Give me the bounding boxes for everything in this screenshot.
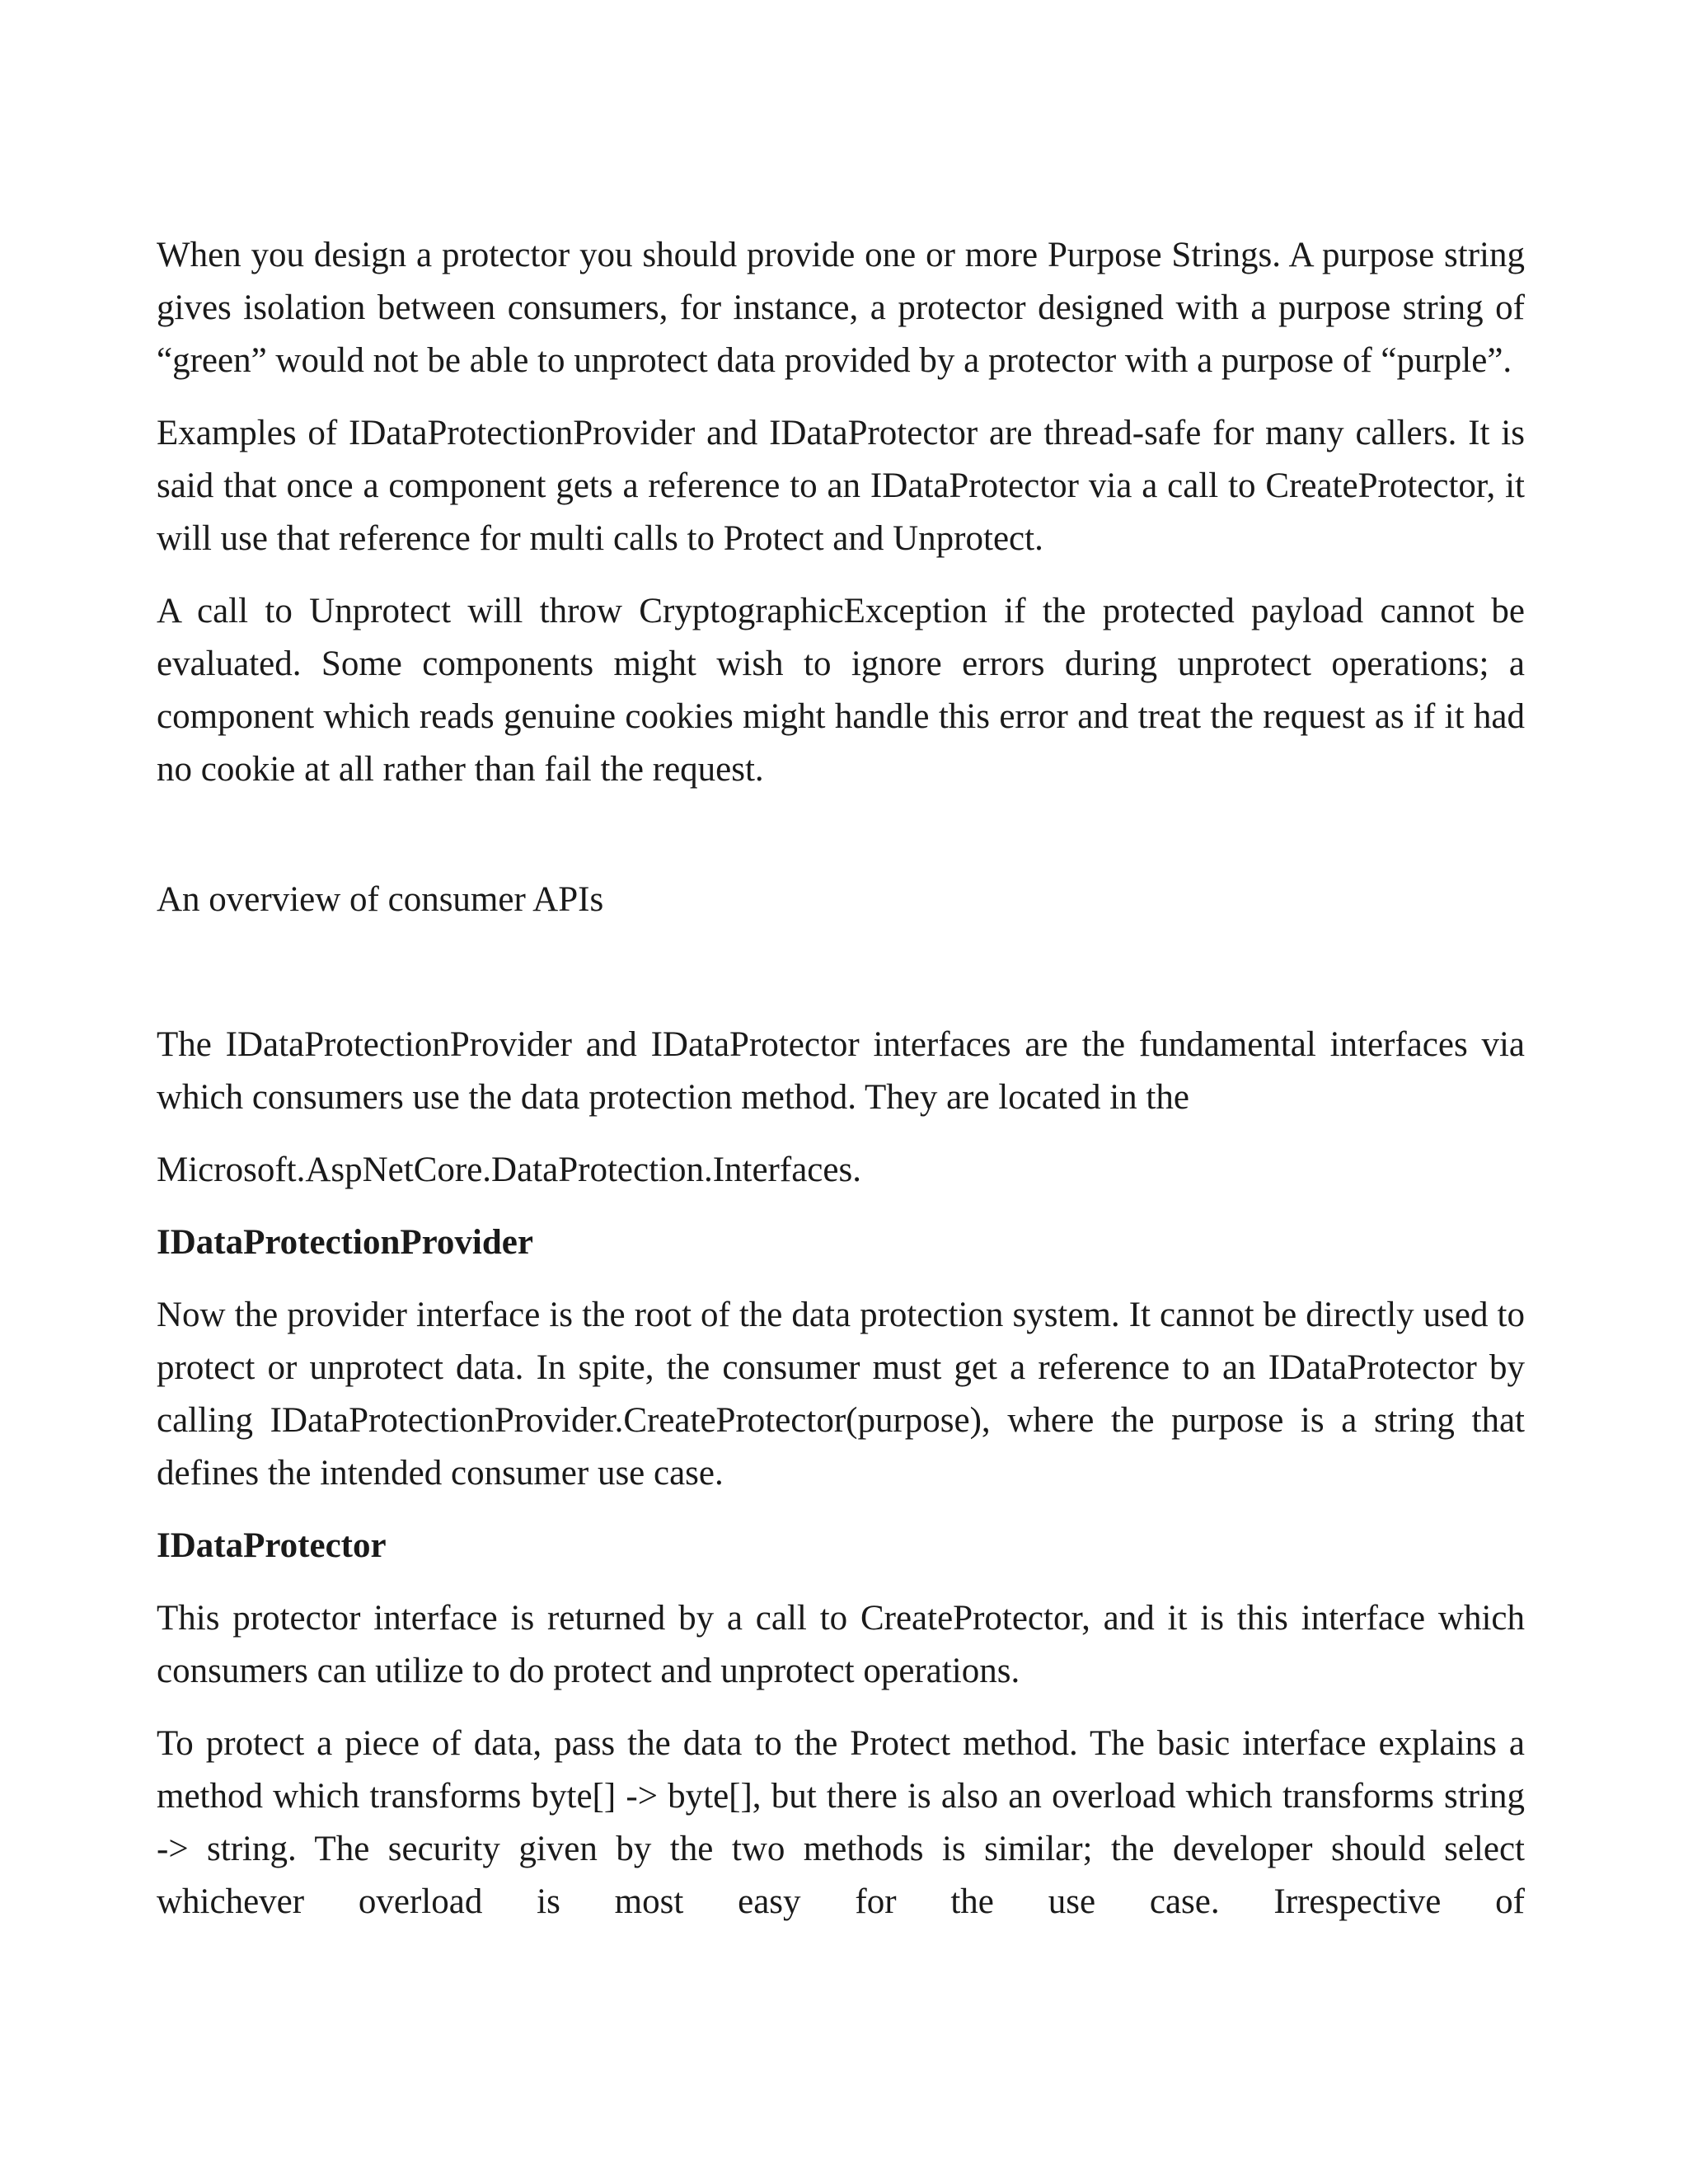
paragraph-provider: Now the provider interface is the root of the data protection system. It cannot be directly used to protect or unprotect data. In spite, the consumer must get a reference to an IDataProtector by calling IDataProtectionProvider.CreateProtector(purpose), where the purpose is a string that defines the intended consumer use case. xyxy=(157,1296,1525,1493)
paragraph-protect-method: To protect a piece of data, pass the data to the Protect method. The basic interface explains a method which transforms byte[] -> byte[], but there is also an overload which transforms string -> string. The security given by the two methods is similar; the developer should select whichever overload is most easy for the use case. Irrespective of xyxy=(157,1724,1525,1921)
section-title: An overview of consumer APIs xyxy=(157,880,604,919)
paragraph-unprotect-exception: A call to Unprotect will throw CryptographicException if the protected payload cannot be evaluated. Some components might wish to ignore errors during unprotect operations; a component which reads genuine cookies might handle this error and treat the request as if it had no cookie at all rather than fail the request. xyxy=(157,592,1525,789)
paragraph-namespace: Microsoft.AspNetCore.DataProtection.Interfaces. xyxy=(157,1151,861,1189)
paragraph-purpose-strings: When you design a protector you should provide one or more Purpose Strings. A purpose string gives isolation between consumers, for instance, a protector designed with a purpose string of “green” would not be able to unprotect data provided by a protector with a purpose of “purple”. xyxy=(157,236,1525,380)
paragraph-thread-safety: Examples of IDataProtectionProvider and IDataProtector are thread-safe for many callers. It is said that once a component gets a reference to an IDataProtector via a call to CreateProtector, it will use that reference for multi calls to Protect and Unprotect. xyxy=(157,414,1525,558)
heading-idataprotectionprovider: IDataProtectionProvider xyxy=(157,1223,533,1262)
paragraph-overview: The IDataProtectionProvider and IDataProtector interfaces are the fundamental interfaces via which consumers use the data protection method. They are located in the xyxy=(157,1025,1525,1117)
paragraph-protector-returned: This protector interface is returned by a call to CreateProtector, and it is this interface which consumers can utilize to do protect and unprotect operations. xyxy=(157,1599,1525,1690)
document-page xyxy=(157,229,1525,1929)
heading-idataprotector: IDataProtector xyxy=(157,1526,387,1565)
